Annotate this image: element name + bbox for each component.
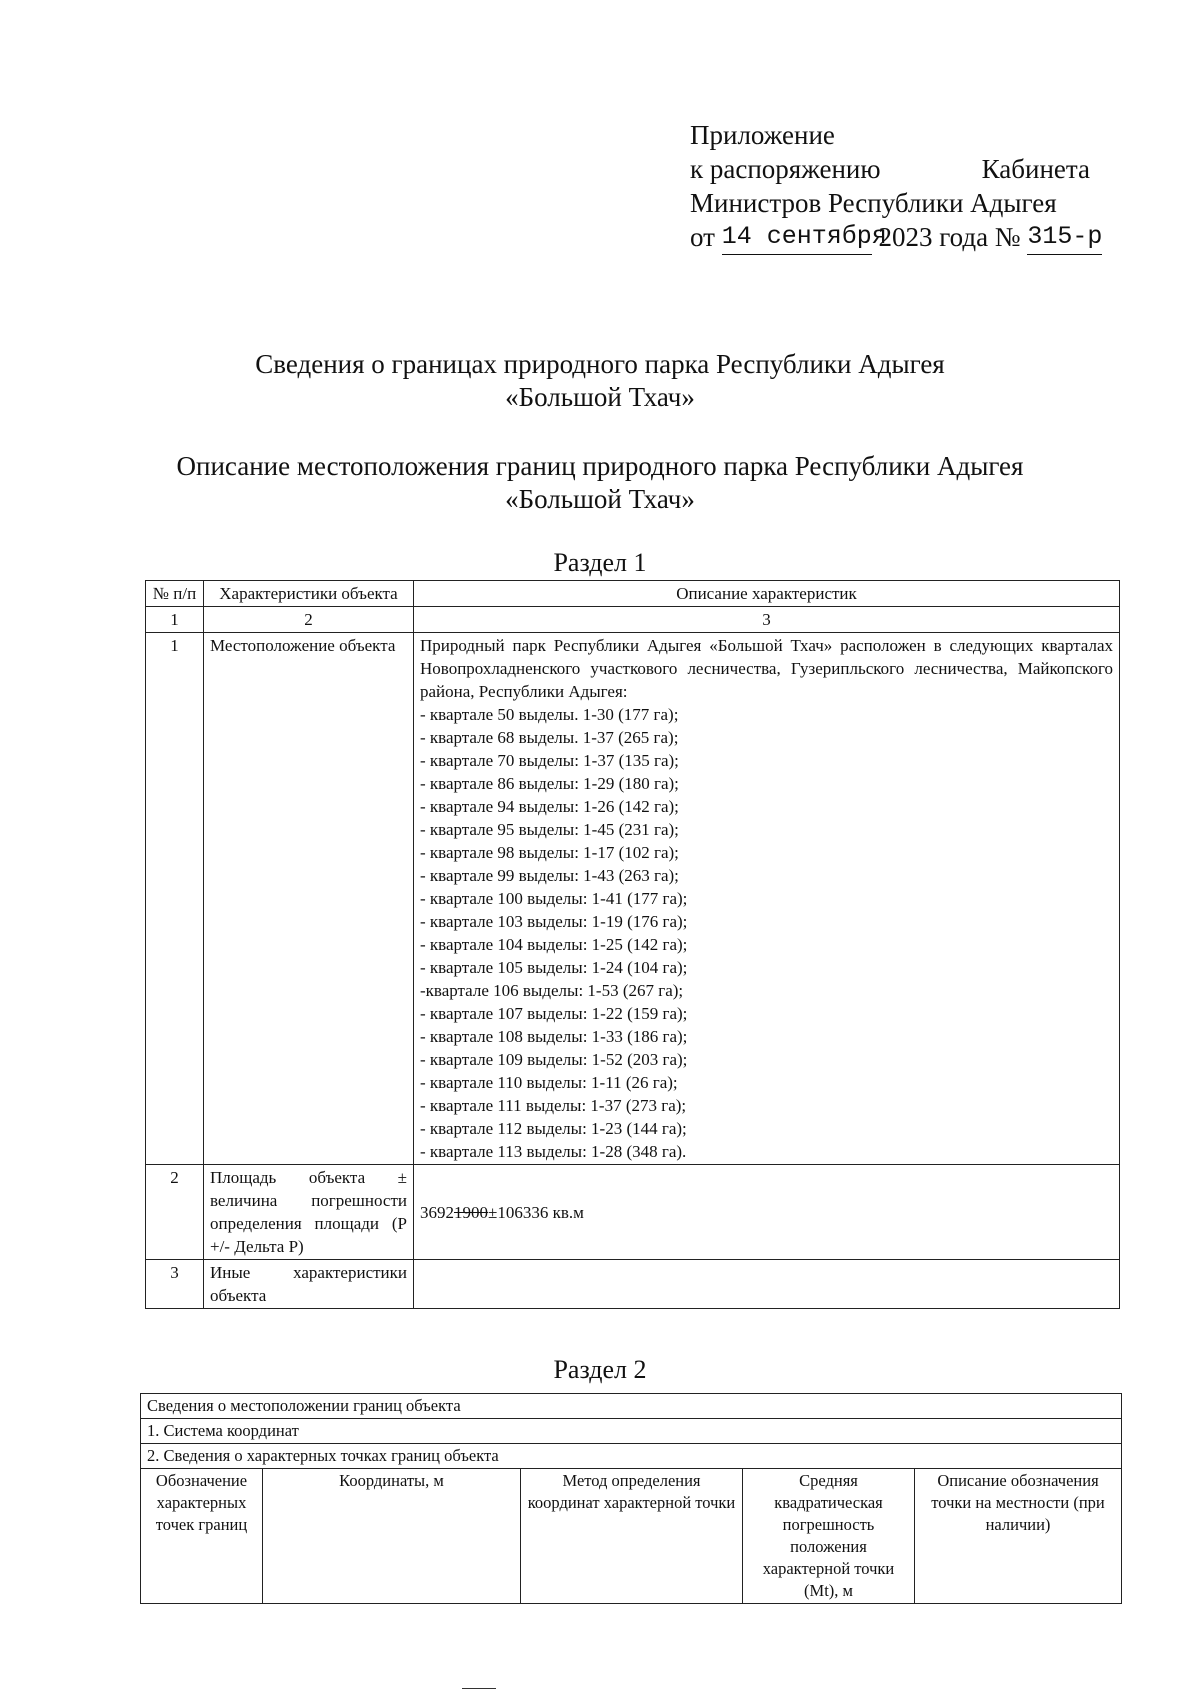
area-value-part2: ±106336 кв.м [488, 1202, 584, 1222]
row-num: 1 [146, 633, 204, 1165]
appendix-ministers: Министров Республики Адыгея [690, 188, 1057, 218]
appendix-number [1027, 220, 1102, 255]
appendix-date [721, 220, 887, 255]
section2-title: Раздел 2 [553, 1355, 647, 1384]
list-item: - квартале 94 выделы: 1-26 (142 га); [420, 797, 679, 816]
section2-table [140, 1393, 1122, 1604]
appendix-number-text: 315-р [1027, 222, 1103, 251]
appendix-cabinet: Кабинета [981, 154, 1090, 184]
section2-header-row [141, 1469, 1122, 1604]
appendix-date-text: 14 сентября [721, 222, 887, 251]
list-item: - квартале 113 выделы: 1-28 (348 га). [420, 1142, 687, 1161]
list-item: - квартале 68 выделы. 1-37 (265 га); [420, 728, 679, 747]
document-heading [0, 348, 1200, 414]
document-subheading [0, 450, 1200, 516]
row-name: Иные характеристики объекта [204, 1260, 414, 1309]
section2-row2 [141, 1419, 1122, 1444]
header-num: № п/п [146, 581, 204, 607]
header-coordinates: Координаты, м [263, 1469, 521, 1604]
appendix-to-order: к распоряжению [690, 154, 881, 184]
list-item: - квартале 98 выделы: 1-17 (102 га); [420, 843, 679, 862]
table-row [146, 633, 1120, 1165]
appendix-block [690, 118, 1103, 255]
area-value-struck: 1900 [454, 1202, 488, 1222]
section2-row3 [141, 1444, 1122, 1469]
boundary-info-cell: Сведения о местоположении границ объекта [141, 1394, 1122, 1419]
location-intro: Природный парк Республики Адыгея «Большой Тхач» расположен в следующих кварталах Новопрохладненского участкового лесничества, Гузерипльского лесничества, Майкопского района, Республики Адыгея: [420, 636, 1113, 701]
subheading-line2: «Большой Тхач» [505, 484, 695, 514]
appendix-title: Приложение [690, 120, 835, 150]
list-item: - квартале 103 выделы: 1-19 (176 га); [420, 912, 688, 931]
column-numbers-row [146, 607, 1120, 633]
col-number-2: 2 [204, 607, 414, 633]
appendix-line1 [690, 118, 1090, 152]
table-row [146, 1260, 1120, 1309]
col-number-1: 1 [146, 607, 204, 633]
heading-line2: «Большой Тхач» [505, 382, 695, 412]
header-characteristics: Характеристики объекта [204, 581, 414, 607]
list-item: - квартале 109 выделы: 1-52 (203 га); [420, 1050, 688, 1069]
list-item: - квартале 95 выделы: 1-45 (231 га); [420, 820, 679, 839]
header-description: Описание характеристик [414, 581, 1120, 607]
appendix-line4 [690, 220, 1103, 255]
appendix-line3 [690, 186, 1090, 220]
header-point-description: Описание обозначения точки на местности (при наличии) [915, 1469, 1122, 1604]
list-item: - квартале 50 выделы. 1-30 (177 га); [420, 705, 679, 724]
list-item: - квартале 112 выделы: 1-23 (144 га); [420, 1119, 687, 1138]
list-item: - квартале 108 выделы: 1-33 (186 га); [420, 1027, 688, 1046]
table-row [146, 1165, 1120, 1260]
area-value-part1: 3692 [420, 1202, 454, 1222]
list-item: - квартале 111 выделы: 1-37 (273 га); [420, 1096, 687, 1115]
row-description [414, 633, 1120, 1165]
row-num: 2 [146, 1165, 204, 1260]
col-number-3: 3 [414, 607, 1120, 633]
list-item: - квартале 86 выделы: 1-29 (180 га); [420, 774, 679, 793]
row-num: 3 [146, 1260, 204, 1309]
section2-row1 [141, 1394, 1122, 1419]
list-item: -квартале 106 выделы: 1-53 (267 га); [420, 981, 684, 1000]
list-item: - квартале 105 выделы: 1-24 (104 га); [420, 958, 688, 977]
page-footer-mark [462, 1688, 496, 1689]
row-value [414, 1260, 1120, 1309]
heading-line1: Сведения о границах природного парка Республики Адыгея [255, 349, 945, 379]
table-header-row [146, 581, 1120, 607]
list-item: - квартале 104 выделы: 1-25 (142 га); [420, 935, 688, 954]
row-name: Площадь объекта ± величина погрешности определения площади (Р +/- Дельта Р) [204, 1165, 414, 1260]
row-name: Местоположение объекта [204, 633, 414, 1165]
subheading-line1: Описание местоположения границ природного парка Республики Адыгея [176, 451, 1024, 481]
section1-title: Раздел 1 [553, 548, 647, 577]
points-info-cell: 2. Сведения о характерных точках границ объекта [141, 1444, 1122, 1469]
appendix-line2 [690, 152, 1090, 186]
header-mean-error: Средняя квадратическая погрешность положения характерной точки (Mt), м [743, 1469, 915, 1604]
list-item: - квартале 99 выделы: 1-43 (263 га); [420, 866, 679, 885]
area-value [414, 1165, 1120, 1260]
list-item: - квартале 100 выделы: 1-41 (177 га); [420, 889, 688, 908]
appendix-from: от [690, 222, 715, 252]
quarter-list [420, 703, 1113, 1163]
section1-table [145, 580, 1120, 1309]
appendix-year: 2023 года № [878, 222, 1021, 252]
list-item: - квартале 107 выделы: 1-22 (159 га); [420, 1004, 688, 1023]
header-point-designation: Обозначение характерных точек границ [141, 1469, 263, 1604]
list-item: - квартале 70 выделы: 1-37 (135 га); [420, 751, 679, 770]
list-item: - квартале 110 выделы: 1-11 (26 га); [420, 1073, 678, 1092]
header-method: Метод определения координат характерной точки [521, 1469, 743, 1604]
coordinate-system-cell: 1. Система координат [141, 1419, 1122, 1444]
